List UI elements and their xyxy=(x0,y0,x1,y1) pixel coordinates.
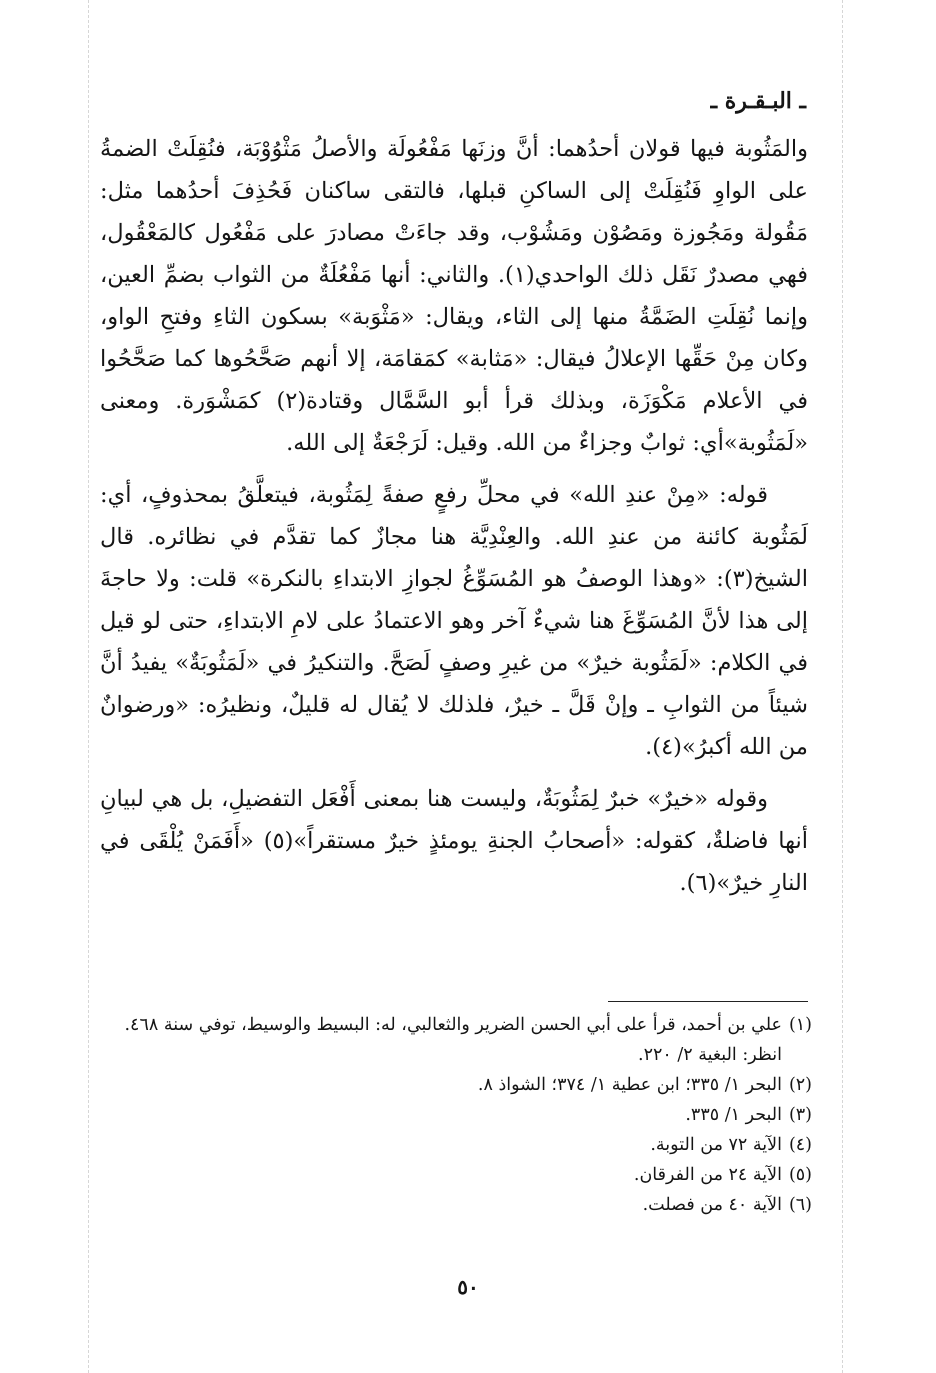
footnote-separator xyxy=(608,1001,808,1002)
footnote-item xyxy=(100,1070,812,1100)
main-text xyxy=(100,128,808,904)
footnote-text: الآية ٢٤ من الفرقان. xyxy=(633,1165,782,1185)
footnote-text: الآية ٧٢ من التوبة. xyxy=(650,1135,782,1155)
footnote-number: (٢) xyxy=(788,1075,812,1095)
footnote-item xyxy=(100,1190,812,1220)
scan-guide-line xyxy=(842,0,843,1373)
footnote-text: علي بن أحمد، قرأ على أبي الحسن الضرير والثعالبي، له: البسيط والوسيط، توفي سنة ٤٦٨. انظر: البغية ٢/ ٢٢٠. xyxy=(124,1015,782,1065)
footnote-number: (٣) xyxy=(788,1105,812,1125)
footnote-item xyxy=(100,1100,812,1130)
footnote-number: (٦) xyxy=(788,1195,812,1215)
footnote-text: البحر ١/ ٣٣٥. xyxy=(685,1105,782,1125)
running-header: ـ البـقـرة ـ xyxy=(710,88,806,114)
footnotes xyxy=(100,1010,812,1220)
scan-guide-line xyxy=(88,0,89,1373)
footnote-text: الآية ٤٠ من فصلت. xyxy=(642,1195,782,1215)
footnote-item xyxy=(100,1130,812,1160)
page-number: ٥٠ xyxy=(457,1275,479,1299)
footnote-number: (٤) xyxy=(788,1135,812,1155)
footnote-item xyxy=(100,1160,812,1190)
paragraph: قوله: «مِنْ عندِ الله» في محلِّ رفعٍ صفةً لِمَثُوبة، فيتعلَّقُ بمحذوفٍ، أي: لَمَثُوبة كائنة من عندِ الله. والعِنْدِيَّة هنا مجازٌ كما تقدَّم في نظائره. قال الشيخ(٣): «وهذا الوصفُ هو المُسَوِّغُ لجوازِ الابتداءِ بالنكرة» قلت: ولا حاجةَ إلى هذا لأنَّ المُسَوِّغَ هنا شيءٌ آخر وهو الاعتمادُ على لامِ الابتداءِ، حتى لو قيل في الكلام: «لَمَثُوبة خيرٌ» من غيرِ وصفٍ لَصَحَّ. والتنكيرُ في «لَمَثُوبَةٌ» يفيدُ أنَّ شيئاً من الثوابِ ـ وإنْ قَلَّ ـ خيرٌ، فلذلك لا يُقال له قليلٌ، ونظيرُه: «ورضوانٌ من الله أكبرُ»(٤). xyxy=(100,482,808,760)
footnote-number: (١) xyxy=(788,1015,812,1035)
footnote-number: (٥) xyxy=(788,1165,812,1185)
paragraph: والمَثُوبة فيها قولان أحدُهما: أنَّ وزنَها مَفْعُولَة والأصلُ مَثْوُوْبَة، فنُقِلَتْ الضمةُ على الواوِ فَنُقِلَتْ إلى الساكنِ قبلها، فالتقى ساكنان فَحُذِفَ أحدُهما مثل: مَقُولة ومَجُوزة ومَصُوْن ومَشُوْب، وقد جاءَتْ مصادرَ على مَفْعُول كالمَعْقُول، فهي مصدرٌ نَقَل ذلك الواحدي(١). والثاني: أنها مَفْعُلَةٌ من الثواب بضمِّ العين، وإنما نُقِلَتِ الضَمَّةُ منها إلى الثاء، ويقال: «مَثْوَبة» بسكون الثاءِ وفتحِ الواو، وكان مِنْ حَقِّها الإعلالُ فيقال: «مَثابة» كمَقامَة، إلا أنهم صَحَّحُوها كما صَحَّحُوا في الأعلام مَكْوَزَة، وبذلك قرأ أبو السَّمَّال وقتادة(٢) كمَشْوَرة. ومعنى «لَمَثُوبة»أي: ثوابٌ وجزاءٌ من الله. وقيل: لَرَجْعَةٌ إلى الله. xyxy=(100,136,808,456)
paragraph: وقوله «خيرٌ» خبرٌ لِمَثُوبَةٌ، وليست هنا بمعنى أَفْعَل التفضيلِ، بل هي لبيانِ أنها فاضلةٌ، كقوله: «أصحابُ الجنةِ يومئذٍ خيرٌ مستقراً»(٥) «أَفَمَنْ يُلْقَى في النارِ خيرٌ»(٦). xyxy=(100,786,808,896)
footnote-text: البحر ١/ ٣٣٥؛ ابن عطية ١/ ٣٧٤؛ الشواذ ٨. xyxy=(477,1075,782,1095)
footnote-item xyxy=(100,1010,812,1070)
